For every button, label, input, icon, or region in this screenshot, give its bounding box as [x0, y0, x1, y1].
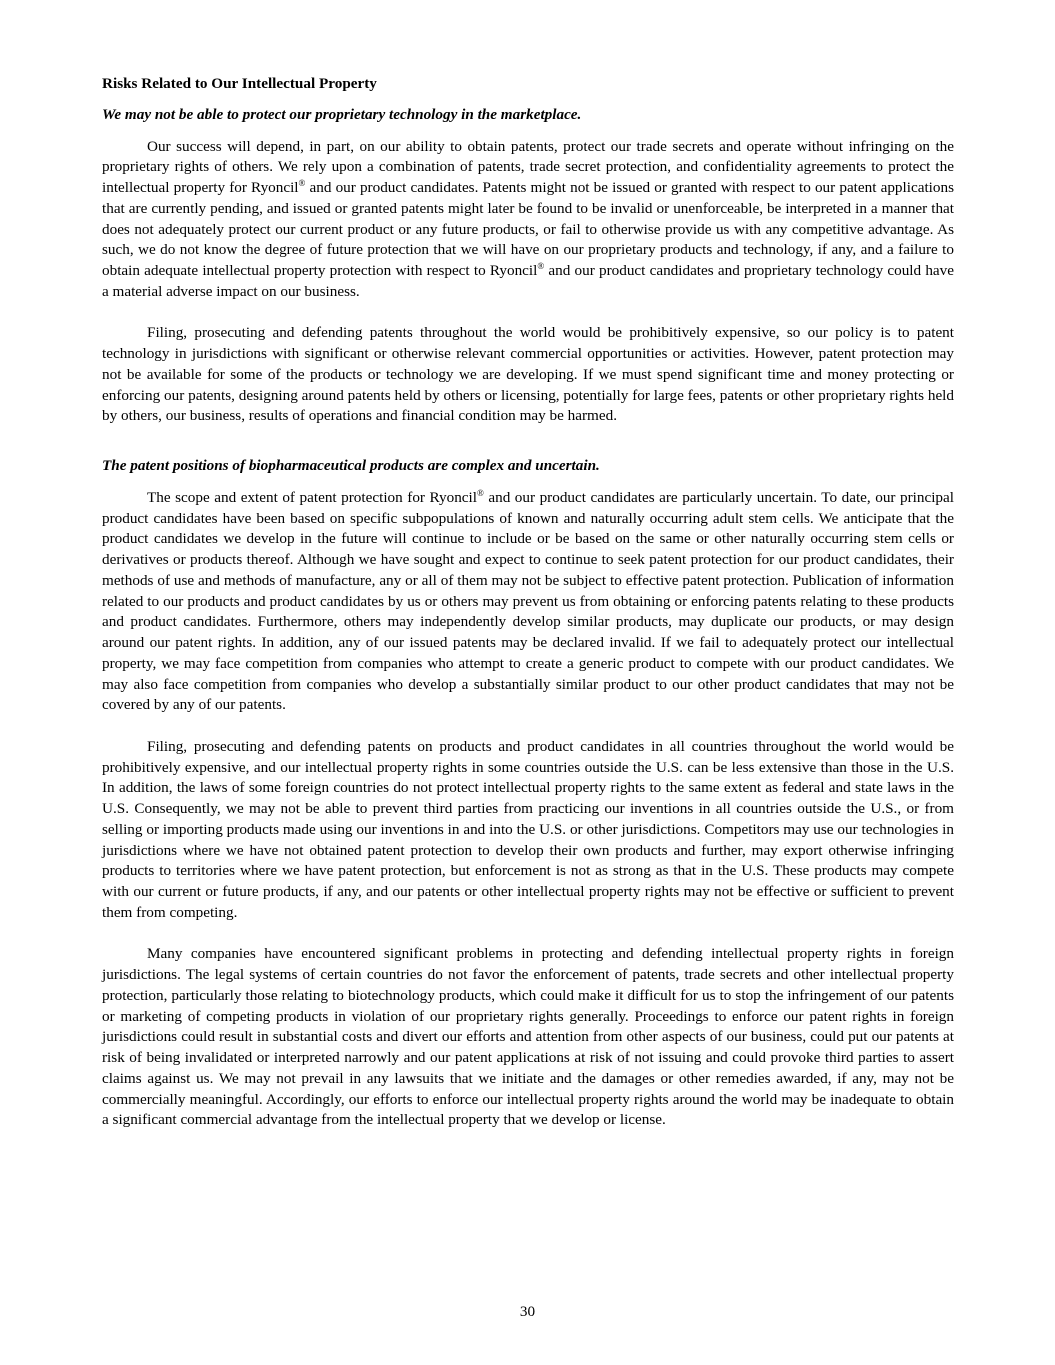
paragraph-patent-strategy — [102, 137, 954, 303]
document-page — [102, 74, 954, 1152]
section-heading: Risks Related to Our Intellectual Property — [102, 75, 377, 92]
paragraph-text: and our product candidates. Patents might not be issued or granted with respect to our patent applications that are currently pending, and issued or granted patents might later be found to be invalid or unenforceable, be interpreted in a manner that does not adequately protect our current product or any future products, or fail to otherwise provide us with any competitive advantage. As such, we do not know the degree of future protection that we will have on our proprietary products and technology, if any, and a failure to obtain adequate intellectual property protection with respect to Ryoncil — [102, 179, 954, 279]
paragraph-patent-scope — [102, 488, 954, 716]
subsection-heading-protect-technology: We may not be able to protect our proprietary technology in the marketplace. — [102, 105, 582, 123]
paragraph-text: The scope and extent of patent protection for Ryoncil — [147, 488, 477, 506]
registered-mark: ® — [476, 487, 484, 498]
paragraph-filing-costs: Filing, prosecuting and defending patents throughout the world would be prohibitively expensive, so our policy is to patent technology in jurisdictions with significant or otherwise relevant commercial opportunities or activities. However, patent protection may not be available for some of the products or technology we are developing. If we must spend significant time and money protecting or enforcing our patents, designing around patents held by others or licensing, potentially for large fees, patents or other proprietary rights held by others, our business, results of operations and financial condition may be harmed. — [102, 324, 954, 425]
page-number: 30 — [519, 1303, 536, 1320]
subsection-heading-patent-positions: The patent positions of biopharmaceutical products are complex and uncertain. — [102, 457, 600, 474]
registered-mark: ® — [298, 178, 306, 188]
registered-mark: ® — [537, 261, 545, 271]
paragraph-text: and our product candidates are particularly uncertain. To date, our principal product candidates have been based on specific subpopulations of known and naturally occurring adult stem cells. We anticipate that the product candidates we develop in the future will continue to include or be based on the same or other naturally occurring stem cells or derivatives or products thereof. Although we have sought and expect to continue to seek patent protection for our product candidates, their methods of use and methods of manufacture, any or all of them may not be subject to effective patent protection. Publication of information related to our products and product candidates by us or others may prevent us from obtaining or enforcing patents relating to these products and product candidates. Furthermore, others may independently develop similar products, may duplicate our products, or may design around our patent rights. In addition, any of our issued patents may be declared invalid. If we fail to adequately protect our intellectual property, we may face competition from companies who attempt to create a generic product to compete with our product candidates. We may also face competition from companies who develop a substantially similar product to our other product candidates that may not be covered by any of our patents. — [102, 488, 954, 714]
paragraph-foreign-filing: Filing, prosecuting and defending patents on products and product candidates in all countries throughout the world would be prohibitively expensive, and our intellectual property rights in some countries outside the U.S. can be less extensive than those in the U.S. In addition, the laws of some foreign countries do not protect intellectual property rights to the same extent as federal and state laws in the U.S. Consequently, we may not be able to prevent third parties from practicing our inventions in all countries outside the U.S., or from selling or importing products made using our inventions in and into the U.S. or other jurisdictions. Competitors may use our technologies in jurisdictions where we have not obtained patent protection to develop their own products and further, may export otherwise infringing products to territories where we have patent protection, but enforcement is not as strong as that in the U.S. These products may compete with our current or future products, if any, and our patents or other intellectual property rights may not be effective or sufficient to prevent them from competing. — [102, 737, 954, 921]
paragraph-text: and our product candidates and proprietary technology could have a material adverse impact on our business. — [102, 262, 954, 300]
paragraph-text: Our success will depend, in part, on our ability to obtain patents, protect our trade secrets and operate without infringing on the proprietary rights of others. We rely upon a combination of patents, trade secret protection, and confidentiality agreements to protect the intellectual property for Ryoncil — [102, 137, 954, 196]
paragraph-foreign-enforcement: Many companies have encountered significant problems in protecting and defending intellectual property rights in foreign jurisdictions. The legal systems of certain countries do not favor the enforcement of patents, trade secrets and other intellectual property protection, particularly those relating to biotechnology products, which could make it difficult for us to stop the infringement of our patents or marketing of competing products in violation of our proprietary rights generally. Proceedings to enforce our patent rights in foreign jurisdictions could result in substantial costs and divert our efforts and attention from other aspects of our business, could put our patents at risk of being invalidated or interpreted narrowly and our patent applications at risk of not issuing and could provoke third parties to assert claims against us. We may not prevail in any lawsuits that we initiate and the damages or other remedies awarded, if any, may not be commercially meaningful. Accordingly, our efforts to enforce our intellectual property rights around the world may be inadequate to obtain a significant commercial advantage from the intellectual property that we develop or license. — [102, 945, 954, 1129]
